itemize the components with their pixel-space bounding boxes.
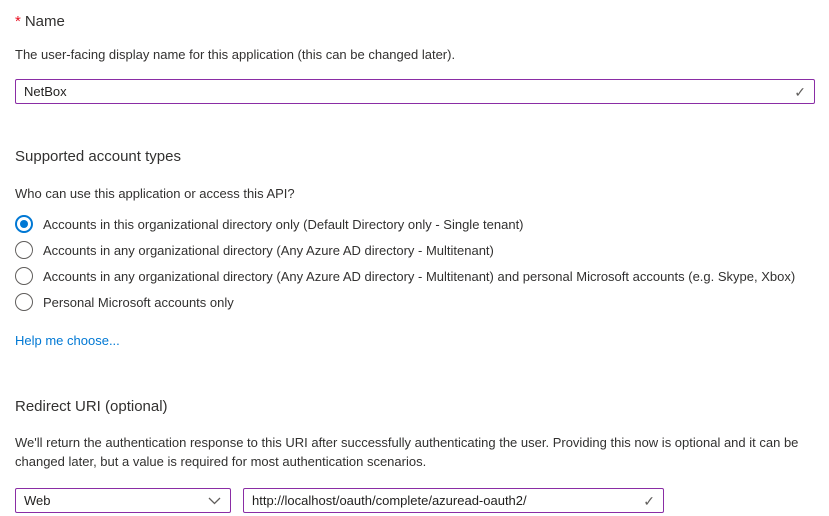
account-types-question: Who can use this application or access this API?	[15, 186, 295, 201]
name-input[interactable]	[15, 79, 815, 104]
radio-multitenant-personal[interactable]	[15, 263, 815, 289]
radio-label: Personal Microsoft accounts only	[43, 294, 234, 310]
radio-multitenant[interactable]	[15, 237, 815, 263]
required-asterisk: *	[15, 13, 21, 30]
platform-select-value: Web	[24, 493, 51, 508]
valid-checkmark-icon: ✓	[643, 492, 655, 509]
name-field-wrap	[15, 79, 815, 104]
platform-select[interactable]	[15, 488, 231, 513]
redirect-uri-description: We'll return the authentication response to this URI after successfully authenticating the user. Providing this now is optional and it can be changed later, but a value is required for most authentication scenarios.	[15, 435, 799, 469]
radio-unselected-icon[interactable]	[15, 241, 33, 259]
account-types-radio-group	[15, 211, 815, 315]
radio-single-tenant[interactable]	[15, 211, 815, 237]
help-me-choose-link[interactable]: Help me choose...	[15, 333, 120, 348]
radio-label: Accounts in any organizational directory (Any Azure AD directory - Multitenant)	[43, 242, 494, 258]
valid-checkmark-icon: ✓	[794, 83, 806, 100]
chevron-down-icon	[208, 497, 221, 505]
radio-unselected-icon[interactable]	[15, 267, 33, 285]
redirect-uri-heading: Redirect URI (optional)	[15, 398, 168, 415]
account-types-heading: Supported account types	[15, 148, 181, 165]
radio-label: Accounts in any organizational directory (Any Azure AD directory - Multitenant) and personal Microsoft accounts (e.g. Skype, Xbox)	[43, 268, 796, 284]
radio-selected-icon[interactable]	[15, 215, 33, 233]
name-description: The user-facing display name for this application (this can be changed later).	[15, 47, 456, 62]
name-label-text: Name	[24, 13, 65, 30]
platform-select-wrap	[15, 488, 231, 513]
name-label	[15, 12, 815, 32]
redirect-uri-input[interactable]	[243, 488, 664, 513]
account-types-section	[15, 147, 815, 350]
radio-personal-only[interactable]	[15, 289, 815, 315]
redirect-uri-field-wrap	[243, 488, 664, 513]
radio-unselected-icon[interactable]	[15, 293, 33, 311]
radio-label: Accounts in this organizational directory only (Default Directory only - Single tenant)	[43, 216, 524, 232]
redirect-uri-controls	[15, 488, 815, 513]
name-section	[15, 12, 815, 104]
redirect-uri-section	[15, 397, 815, 513]
